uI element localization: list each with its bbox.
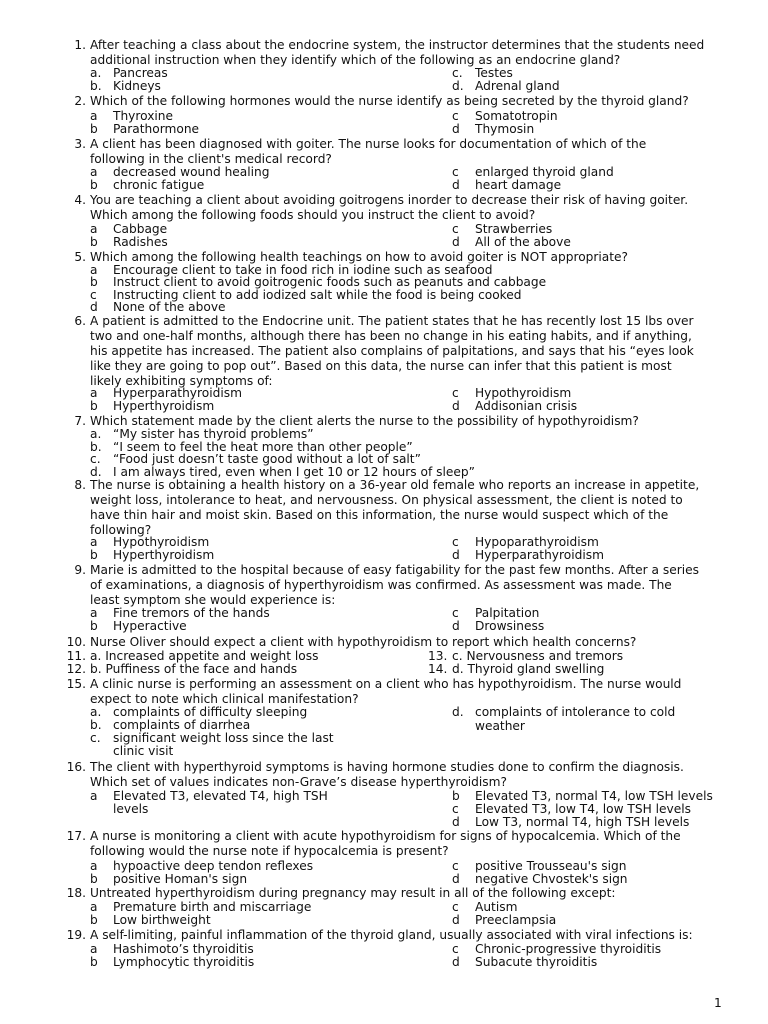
question-stem-line: likely exhibiting symptoms of: [90, 374, 273, 388]
option-text: clinic visit [113, 744, 174, 758]
question-number: 2. [74, 94, 86, 108]
option-letter: c. [90, 731, 101, 745]
option-text: complaints of diarrhea [113, 718, 251, 732]
option-letter: c [452, 222, 459, 236]
question-stem-line: like they are going to pop out”. Based on this data, the nurse can infer that this patient is most [90, 359, 672, 373]
option-text: Radishes [113, 235, 168, 249]
option-letter: d [452, 619, 460, 633]
question-number: 10. [66, 635, 86, 649]
option-text: Addisonian crisis [475, 399, 578, 413]
option-letter: d [452, 122, 460, 136]
question-stem-line: Which of the following hormones would the nurse identify as being secreted by the thyroid gland? [90, 94, 689, 108]
option-letter: a [90, 222, 98, 236]
option-text: complaints of intolerance to cold [475, 705, 676, 719]
option-letter: d [90, 300, 98, 314]
question-stem-line: Which among the following foods should you instruct the client to avoid? [90, 208, 536, 222]
option-letter: b. [90, 718, 102, 732]
option-text: “Food just doesn’t taste good without a lot of salt” [113, 452, 421, 466]
option-letter: c [452, 606, 459, 620]
option-text: chronic fatigue [113, 178, 205, 192]
option-text: Palpitation [475, 606, 540, 620]
option-letter: a [90, 789, 98, 803]
option-text: Hypothyroidism [113, 535, 210, 549]
option-text: Testes [475, 66, 513, 80]
option-text: Hashimoto’s thyroiditis [113, 942, 254, 956]
option-text: None of the above [113, 300, 226, 314]
option-letter: d. [452, 79, 464, 93]
question-stem-line: following in the client's medical record? [90, 152, 332, 166]
option-letter: d [452, 178, 460, 192]
option-text: heart damage [475, 178, 562, 192]
question-stem-line: The nurse is obtaining a health history on a 36-year old female who reports an increase in appetite, [90, 478, 700, 492]
question-stem-line: Untreated hyperthyroidism during pregnancy may result in all of the following except: [90, 886, 616, 900]
option-text: “My sister has thyroid problems” [113, 427, 314, 441]
option-text: Elevated T3, low T4, low TSH levels [475, 802, 691, 816]
option-text: “I seem to feel the heat more than other people” [113, 440, 413, 454]
option-letter: a [90, 606, 98, 620]
option-letter: a [90, 535, 98, 549]
option-letter: b [90, 955, 98, 969]
option-letter: a [90, 109, 98, 123]
option-text: Instructing client to add iodized salt while the food is being cooked [113, 288, 522, 302]
option-letter: b [452, 789, 460, 803]
option-text: Pancreas [113, 66, 168, 80]
option-letter: d. [452, 705, 464, 719]
option-letter: a [90, 263, 98, 277]
question-stem-line: The client with hyperthyroid symptoms is having hormone studies done to confirm the diagnosis. [90, 760, 684, 774]
option-text: enlarged thyroid gland [475, 165, 614, 179]
option-letter: a [90, 859, 98, 873]
option-text: Subacute thyroiditis [475, 955, 598, 969]
option-letter: b [90, 122, 98, 136]
option-letter: b [90, 872, 98, 886]
option-text: Low birthweight [113, 913, 211, 927]
option-letter: a [90, 386, 98, 400]
option-letter: b [90, 548, 98, 562]
option-letter: d [452, 235, 460, 249]
option-letter: c [452, 900, 459, 914]
option-text: positive Trousseau's sign [475, 859, 627, 873]
option-letter: d [452, 399, 460, 413]
option-letter: d [452, 815, 460, 829]
option-letter: a. [90, 66, 102, 80]
option-text: Instruct client to avoid goitrogenic foods such as peanuts and cabbage [113, 275, 547, 289]
option-text: Chronic-progressive thyroiditis [475, 942, 662, 956]
question-number: 19. [66, 928, 86, 942]
question-stem-line: A nurse is monitoring a client with acute hypothyroidism for signs of hypocalcemia. Which of the [90, 829, 681, 843]
question-stem-line: Which among the following health teachings on how to avoid goiter is NOT appropriate? [90, 250, 629, 264]
question-number: 13. [428, 649, 448, 663]
option-text: Adrenal gland [475, 79, 560, 93]
question-number: 1. [74, 38, 86, 52]
question-stem-line: Nurse Oliver should expect a client with hypothyroidism to report which health concerns? [90, 635, 637, 649]
option-text: complaints of difficulty sleeping [113, 705, 308, 719]
option-letter: c [90, 288, 97, 302]
question-stem-line: of examinations, a diagnosis of hyperthyroidism was confirmed. As assessment was made. The [90, 578, 672, 592]
option-letter: b [90, 619, 98, 633]
option-text: Hyperthyroidism [113, 399, 215, 413]
question-number: 5. [74, 250, 86, 264]
option-text: Autism [475, 900, 518, 914]
question-stem-line: A client has been diagnosed with goiter. The nurse looks for documentation of which of the [90, 137, 647, 151]
question-number: 16. [66, 760, 86, 774]
option-letter: c [452, 535, 459, 549]
question-number: 14. [428, 662, 448, 676]
question-number: 15. [66, 677, 86, 691]
option-letter: b. [90, 440, 102, 454]
question-stem-line: c. Nervousness and tremors [452, 649, 624, 663]
option-letter: b [90, 235, 98, 249]
question-number: 4. [74, 193, 86, 207]
question-number: 12. [66, 662, 86, 676]
option-text: Cabbage [113, 222, 168, 236]
question-stem-line: following would the nurse note if hypocalcemia is present? [90, 844, 449, 858]
question-stem-line: A self-limiting, painful inflammation of the thyroid gland, usually associated with viral infections is: [90, 928, 693, 942]
option-text: Elevated T3, normal T4, low TSH levels [475, 789, 713, 803]
option-text: Kidneys [113, 79, 161, 93]
option-text: Hyperactive [113, 619, 187, 633]
option-letter: b [90, 399, 98, 413]
option-letter: c [452, 109, 459, 123]
question-stem-line: A clinic nurse is performing an assessment on a client who has hypothyroidism. The nurse would [90, 677, 682, 691]
option-letter: a [90, 165, 98, 179]
option-text: Thyroxine [113, 109, 174, 123]
option-text: Premature birth and miscarriage [113, 900, 312, 914]
question-stem-line: Marie is admitted to the hospital because of easy fatigability for the past few months. After a series [90, 563, 699, 577]
option-text: Somatotropin [475, 109, 558, 123]
option-text: Drowsiness [475, 619, 545, 633]
question-stem-line: b. Puffiness of the face and hands [90, 662, 298, 676]
option-text: Hyperparathyroidism [113, 386, 242, 400]
question-number: 6. [74, 314, 86, 328]
question-number: 17. [66, 829, 86, 843]
question-stem-line: a. Increased appetite and weight loss [90, 649, 319, 663]
option-letter: b [90, 275, 98, 289]
option-letter: d [452, 913, 460, 927]
option-text: levels [113, 802, 149, 816]
option-letter: c. [452, 66, 463, 80]
option-letter: a [90, 942, 98, 956]
question-stem-line: Which set of values indicates non-Grave’s disease hyperthyroidism? [90, 775, 507, 789]
question-stem-line: additional instruction when they identify which of the following as an endocrine gland? [90, 53, 621, 67]
option-text: Preeclampsia [475, 913, 557, 927]
question-stem-line: following? [90, 523, 152, 537]
question-stem-line: weight loss, intolerance to heat, and nervousness. On physical assessment, the client is noted to [90, 493, 683, 507]
question-number: 3. [74, 137, 86, 151]
option-letter: c [452, 165, 459, 179]
question-number: 11. [66, 649, 86, 663]
question-stem-line: have thin hair and moist skin. Based on this information, the nurse would suspect which of the [90, 508, 669, 522]
option-letter: c [452, 802, 459, 816]
question-stem-line: his appetite has increased. The patient also complains of palpitations, and says that his “eyes look [90, 344, 694, 358]
option-letter: c [452, 942, 459, 956]
option-text: Thymosin [475, 122, 535, 136]
option-letter: c [452, 859, 459, 873]
option-text: Fine tremors of the hands [113, 606, 270, 620]
option-letter: d [452, 955, 460, 969]
question-number: 18. [66, 886, 86, 900]
question-stem-line: You are teaching a client about avoiding goitrogens inorder to decrease their risk of having goiter. [90, 193, 689, 207]
option-letter: d. [90, 465, 102, 479]
option-text: decreased wound healing [113, 165, 270, 179]
option-text: positive Homan's sign [113, 872, 248, 886]
question-stem-line: Which statement made by the client alerts the nurse to the possibility of hypothyroidism? [90, 414, 639, 428]
option-text: Encourage client to take in food rich in iodine such as seafood [113, 263, 493, 277]
option-text: Strawberries [475, 222, 553, 236]
option-letter: c. [90, 452, 101, 466]
page-number: 1 [714, 996, 722, 1010]
option-text: hypoactive deep tendon reflexes [113, 859, 314, 873]
question-stem-line: expect to note which clinical manifestation? [90, 692, 359, 706]
option-text: Hypothyroidism [475, 386, 572, 400]
question-stem-line: two and one-half months, although there has been no change in his eating habits, and if anything, [90, 329, 692, 343]
option-text: Parathormone [113, 122, 200, 136]
option-letter: d [452, 548, 460, 562]
option-letter: d [452, 872, 460, 886]
question-number: 9. [74, 563, 86, 577]
option-letter: a. [90, 705, 102, 719]
question-stem-line: d. Thyroid gland swelling [452, 662, 605, 676]
option-text: significant weight loss since the last [113, 731, 334, 745]
question-stem-line: After teaching a class about the endocrine system, the instructor determines that the students need [90, 38, 705, 52]
option-letter: b [90, 178, 98, 192]
option-letter: b [90, 913, 98, 927]
option-text: weather [475, 719, 525, 733]
question-stem-line: least symptom she would experience is: [90, 593, 336, 607]
option-text: negative Chvostek's sign [475, 872, 628, 886]
option-text: I am always tired, even when I get 10 or 12 hours of sleep” [113, 465, 475, 479]
option-text: Hyperparathyroidism [475, 548, 604, 562]
question-number: 7. [74, 414, 86, 428]
option-letter: c [452, 386, 459, 400]
question-stem-line: A patient is admitted to the Endocrine unit. The patient states that he has recently lost 15 lbs over [90, 314, 694, 328]
question-number: 8. [74, 478, 86, 492]
option-letter: a. [90, 427, 102, 441]
option-text: Lymphocytic thyroiditis [113, 955, 255, 969]
option-text: Low T3, normal T4, high TSH levels [475, 815, 690, 829]
option-text: All of the above [475, 235, 571, 249]
option-text: Hypoparathyroidism [475, 535, 599, 549]
option-text: Elevated T3, elevated T4, high TSH [113, 789, 328, 803]
option-letter: b. [90, 79, 102, 93]
option-text: Hyperthyroidism [113, 548, 215, 562]
option-letter: a [90, 900, 98, 914]
